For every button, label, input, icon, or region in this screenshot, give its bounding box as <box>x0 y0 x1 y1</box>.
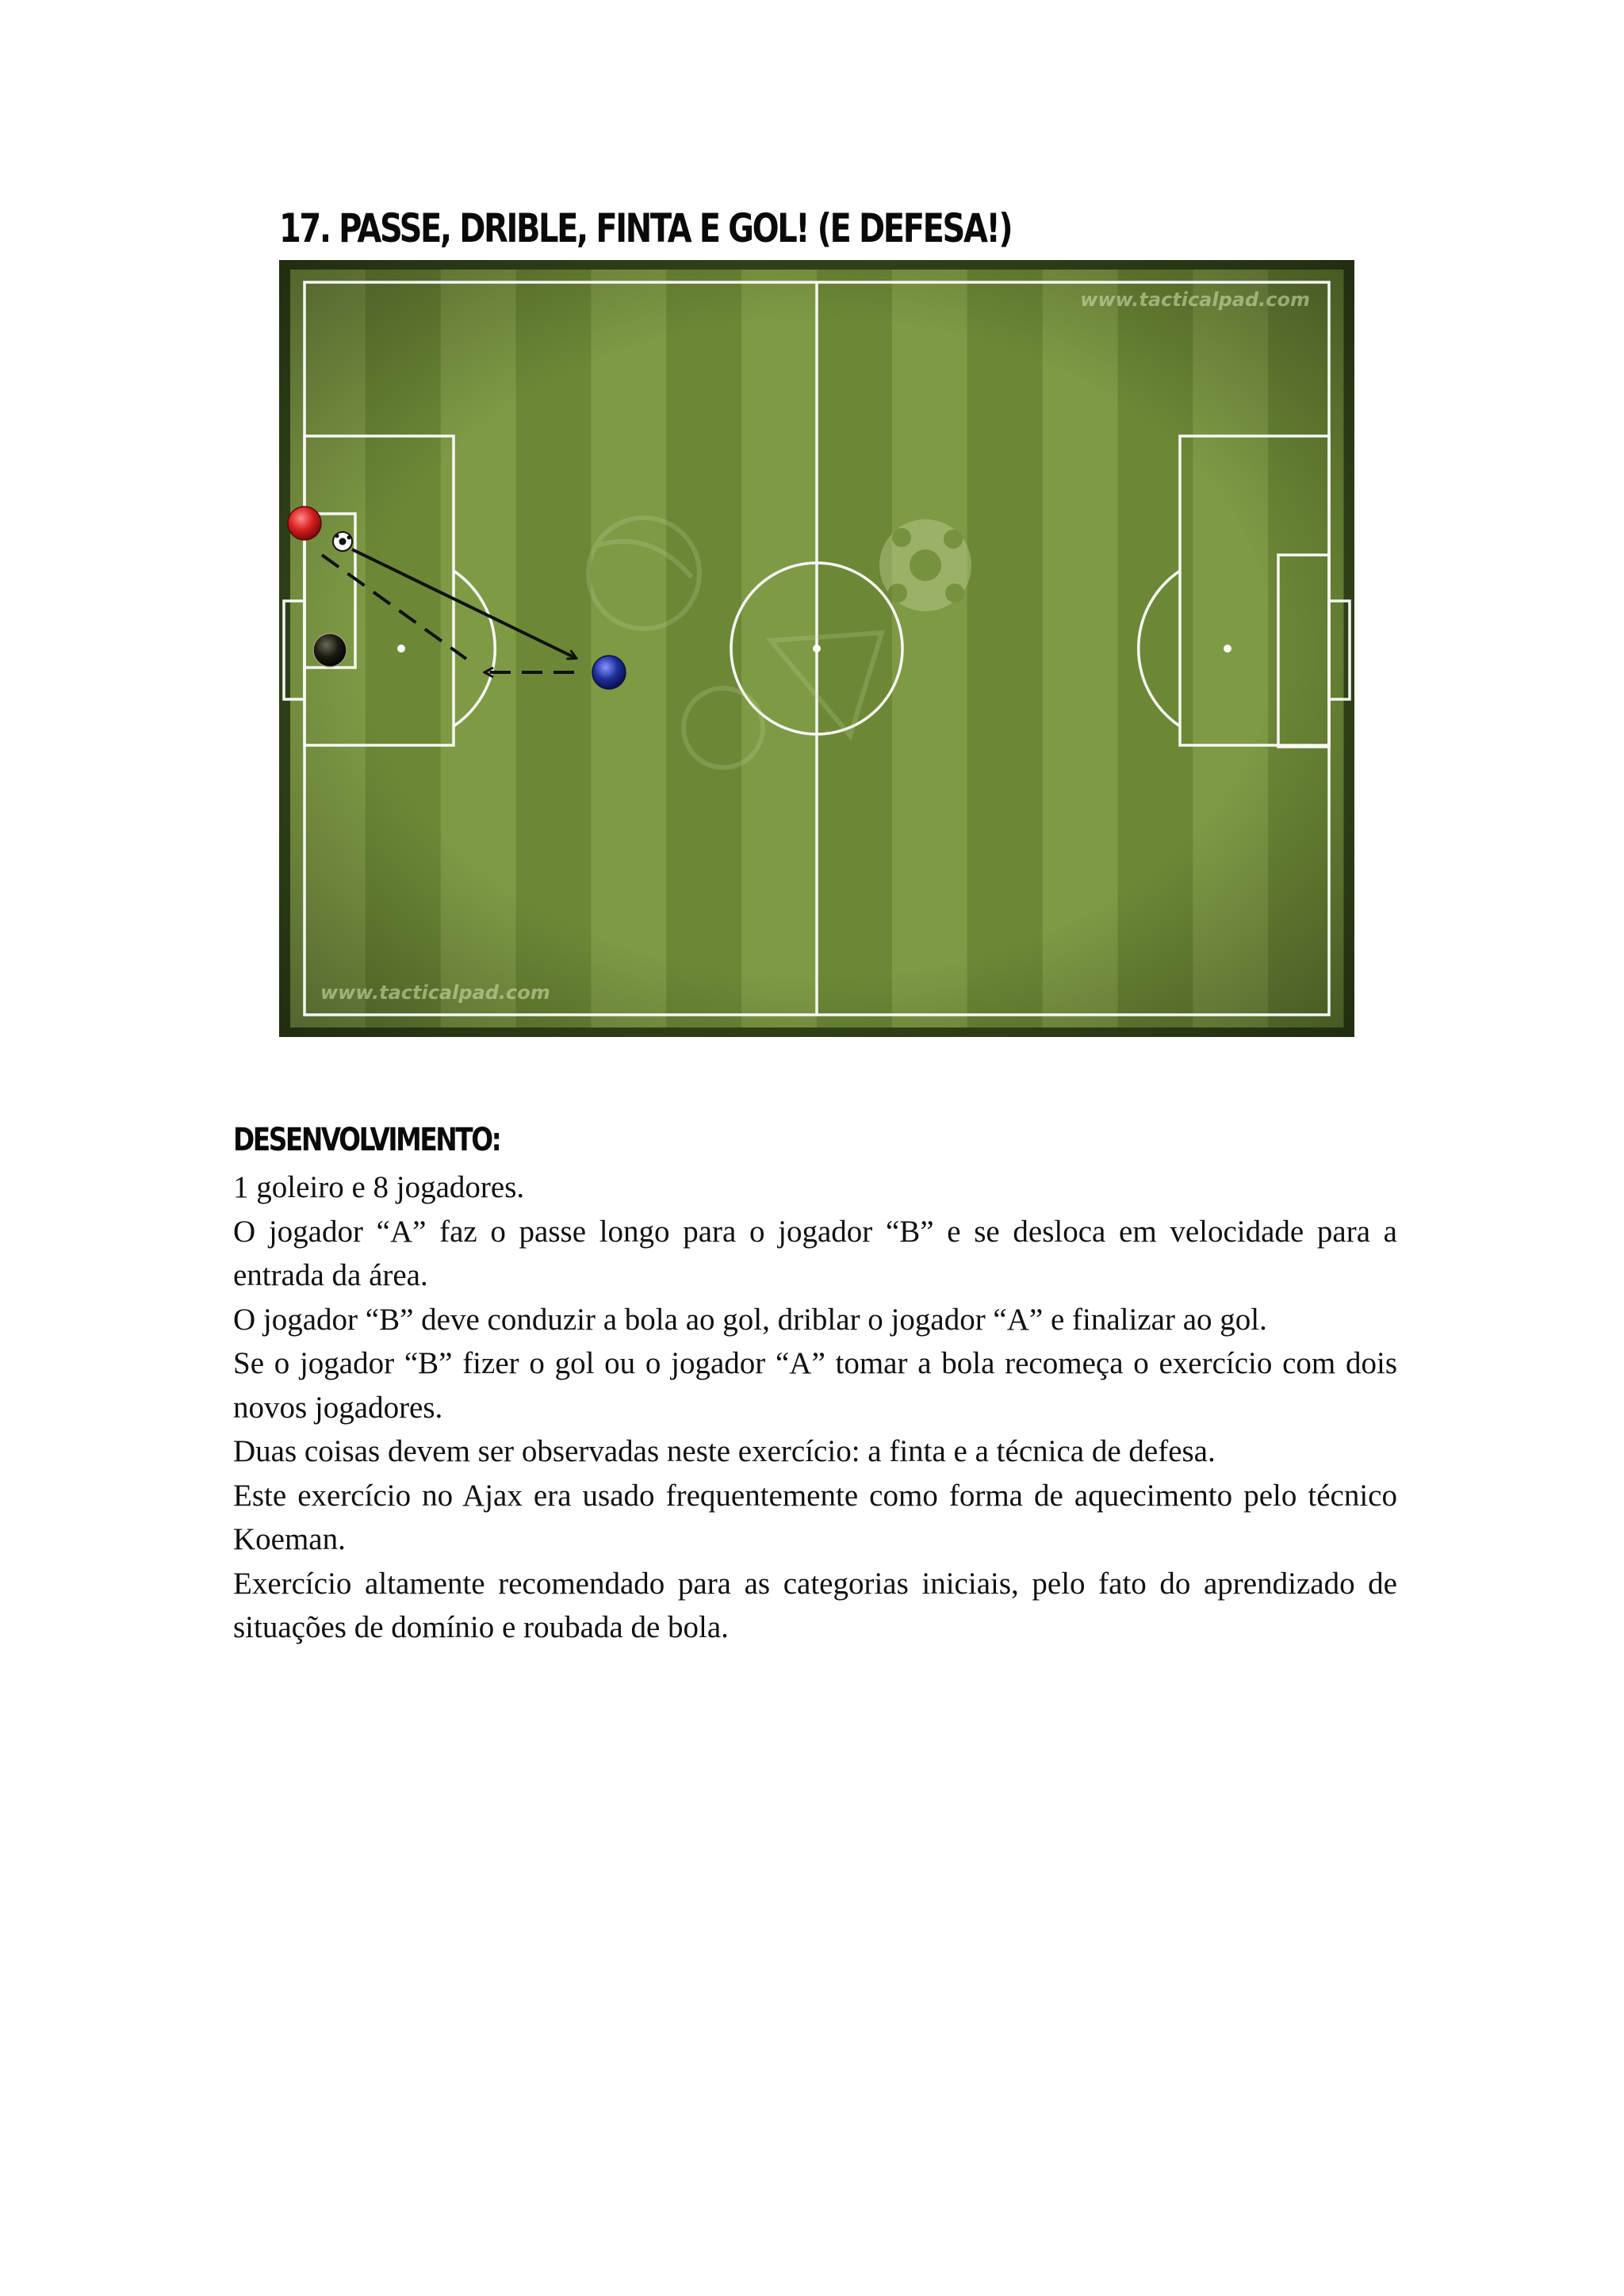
left-penalty-spot <box>397 645 405 652</box>
player-blue <box>592 656 626 689</box>
body-paragraph: Exercício altamente recomendado para as categorias iniciais, pelo fato do aprendizado de situações de domínio e roubada de bola. <box>233 1566 1397 1644</box>
tactical-pitch-diagram <box>279 260 1354 1037</box>
body-paragraph: Se o jogador “B” fizer o gol ou o jogador “A” tomar a bola recomeça o exercício com dois novos jogadores. <box>233 1346 1397 1425</box>
body-paragraph: O jogador “A” faz o passe longo para o jogador “B” e se desloca em velocidade para a entrada da área. <box>233 1214 1397 1292</box>
ball-icon <box>333 532 352 551</box>
watermark-bottom: www.tacticalpad.com <box>320 982 550 1004</box>
watermark-top: www.tacticalpad.com <box>1080 289 1310 311</box>
body-paragraph: Duas coisas devem ser observadas neste exercício: a finta e a técnica de defesa. <box>233 1434 1216 1468</box>
center-spot <box>813 645 821 652</box>
section-heading: DESENVOLVIMENTO: <box>233 1122 500 1158</box>
page-title: 17. PASSE, DRIBLE, FINTA E GOL! (E DEFESA!) <box>279 205 1012 251</box>
player-goalkeeper-black <box>313 633 347 667</box>
body-paragraph: O jogador “B” deve conduzir a bola ao gol, driblar o jogador “A” e finalizar ao gol. <box>233 1302 1267 1337</box>
faded-soccer-ball-icon <box>879 519 971 611</box>
body-paragraph: Este exercício no Ajax era usado frequentemente como forma de aquecimento pelo técnico Koeman. <box>233 1478 1397 1556</box>
player-red <box>288 507 321 540</box>
body-paragraph: 1 goleiro e 8 jogadores. <box>233 1170 525 1204</box>
body-text <box>233 1165 1397 1650</box>
right-penalty-spot <box>1224 645 1231 652</box>
